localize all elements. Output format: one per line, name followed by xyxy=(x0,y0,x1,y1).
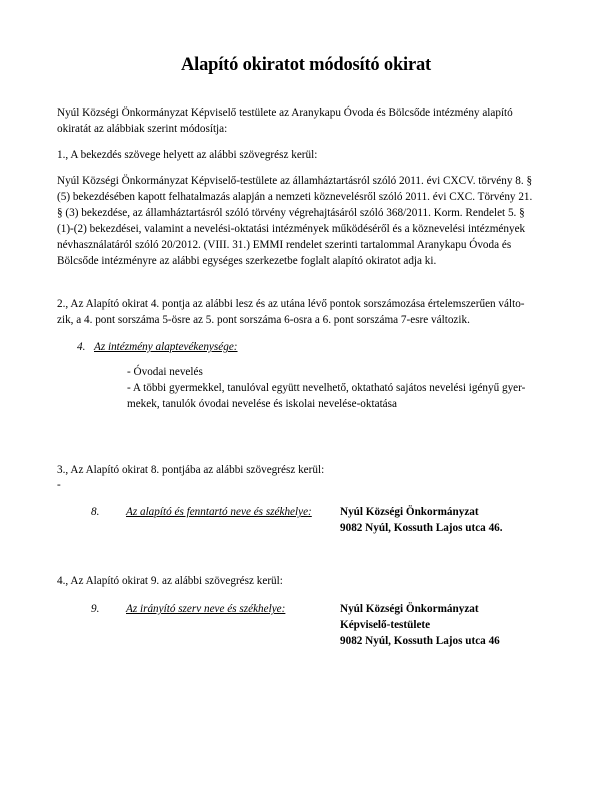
activity-2: - A többi gyermekkel, tanulóval együtt nevelhető, oktatható sajátos nevelési igényű gyer- xyxy=(127,382,526,394)
section3-item-number: 8. xyxy=(91,506,100,518)
section1-line-4: (1)-(2) bekezdései, valamint a nevelési-oktatási intézmények működéséről és a köznevelési intézmények xyxy=(57,223,526,235)
section2-line-1: 2., Az Alapító okirat 4. pontja az alábbi lesz és az utána lévő pontok sorszámozása értelemszerűen válto- xyxy=(57,298,525,310)
section1-heading: 1., A bekezdés szövege helyett az alábbi szövegrész kerül: xyxy=(57,149,318,161)
section2-item-label: Az intézmény alaptevékenysége: xyxy=(94,341,238,353)
document-title: Alapító okiratot módosító okirat xyxy=(180,55,432,75)
section1-line-5: névhasználatáról szóló 20/2012. (VIII. 31.) EMMI rendelet szerinti tartalommal Aranykapu Óvoda és xyxy=(57,239,512,251)
section4-value-2: Képviselő-testülete xyxy=(340,619,431,631)
section2-item-number: 4. xyxy=(77,341,86,353)
section4-heading: 4., Az Alapító okirat 9. az alábbi szövegrész kerül: xyxy=(57,575,283,587)
section3-item-label: Az alapító és fenntartó neve és székhelye: xyxy=(126,506,312,518)
section3-value-2: 9082 Nyúl, Kossuth Lajos utca 46. xyxy=(340,522,503,534)
section4-item-number: 9. xyxy=(91,603,100,615)
section4-value-1: Nyúl Községi Önkormányzat xyxy=(340,603,479,615)
section4-value-3: 9082 Nyúl, Kossuth Lajos utca 46 xyxy=(340,635,500,647)
section3-value-1: Nyúl Községi Önkormányzat xyxy=(340,506,479,518)
section2-line-2: zik, a 4. pont sorszáma 5-ösre az 5. pont sorszáma 6-osra a 6. pont sorszáma 7-esre változik. xyxy=(57,314,470,326)
activity-2-cont: mekek, tanulók óvodai nevelése és iskolai nevelése-oktatása xyxy=(127,398,397,410)
intro-line-1: Nyúl Községi Önkormányzat Képviselő testülete az Aranykapu Óvoda és Bölcsőde intézmény alapító xyxy=(57,107,513,119)
section1-line-3: § (3) bekezdése, az államháztartásról szóló törvény végrehajtásáról szóló 368/2011. Korm. Rendelet 5. § xyxy=(57,207,525,219)
section1-line-6: Bölcsőde intézményre az alábbi egységes szerkezetbe foglalt alapító okiratot adja ki. xyxy=(57,255,437,267)
section3-heading: 3., Az Alapító okirat 8. pontjába az alábbi szövegrész kerül: xyxy=(57,464,325,476)
section3-stray-mark: - xyxy=(57,479,61,491)
section1-line-1: Nyúl Községi Önkormányzat Képviselő-testülete az államháztartásról szóló 2011. évi CXCV. törvény 8. § xyxy=(57,175,533,187)
activity-1: - Óvodai nevelés xyxy=(127,366,203,378)
section1-line-2: (5) bekezdésében kapott felhatalmazás alapján a nemzeti köznevelésről szóló 2011. évi CXC. Törvény 21. xyxy=(57,191,533,203)
section4-item-label: Az irányító szerv neve és székhelye: xyxy=(126,603,286,615)
intro-line-2: okiratát az alábbiak szerint módosítja: xyxy=(57,123,228,135)
